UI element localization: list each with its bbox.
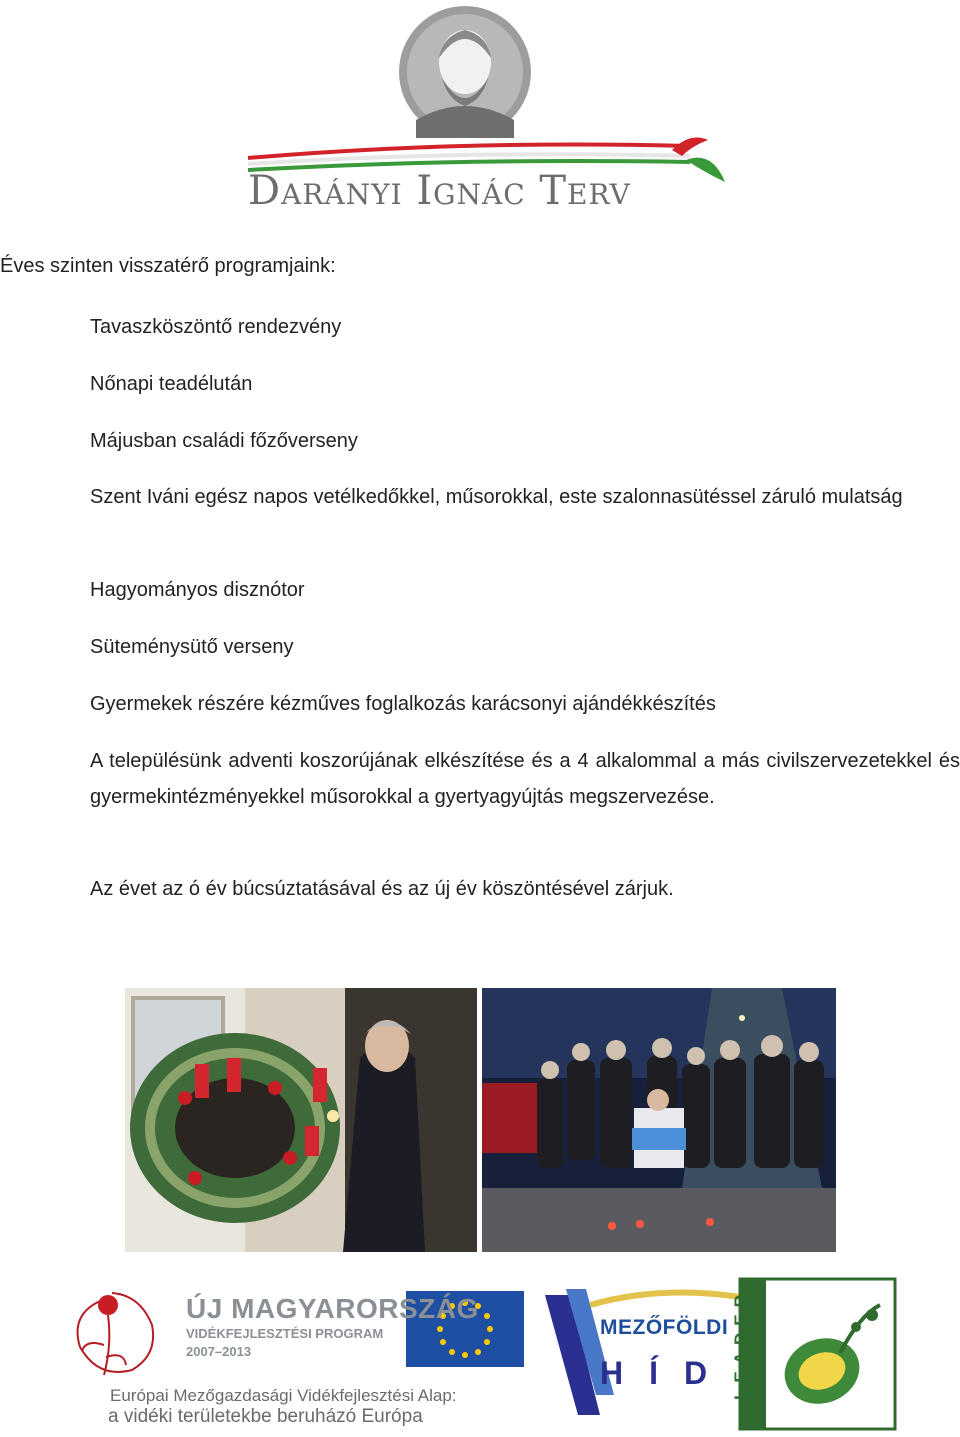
leader-label: LEADER [731,1288,750,1400]
leader-icon [740,1279,895,1429]
program-item: Nőnapi teadélután [90,373,253,395]
logo-title: Darányi Ignác Terv [248,168,631,214]
advent-wreath-photo [125,988,477,1252]
umvp-rose-icon [78,1293,154,1375]
program-item: A településünk adventi koszorújának elkészítése és a 4 alkalommal a más civilszervezetekkel és gyermekintézményekkel műsorokkal a gyertyagyújtás megszervezése. [90,750,960,808]
eafrd-line-2: a vidéki területekbe beruházó Európa [108,1406,423,1427]
umvp-title: ÚJ MAGYARORSZÁG [186,1293,479,1324]
program-item: Tavaszköszöntő rendezvény [90,316,342,338]
program-item: Az évet az ó év búcsúztatásával és az új év köszöntésével zárjuk. [90,878,674,900]
umvp-subtitle: VIDÉKFEJLESZTÉSI PROGRAM [186,1326,384,1341]
program-item: Hagyományos disznótor [90,579,305,601]
intro-heading: Éves szinten visszatérő programjaink: [0,255,336,277]
program-item: Szent Iváni egész napos vetélkedőkkel, műsorokkal, este szalonnasütéssel záruló mulatság [90,486,903,508]
umvp-years: 2007–2013 [186,1344,252,1359]
eafrd-line-1: Európai Mezőgazdasági Vidékfejlesztési Alap: [110,1386,457,1405]
program-item: Gyermekek részére kézműves foglalkozás karácsonyi ajándékkészítés [90,693,716,715]
program-item: Májusban családi főzőverseny [90,430,358,452]
candle-lighting-photo [482,988,836,1252]
program-item: Süteménysütő verseny [90,636,294,658]
mezofoldi-hid-icon [545,1289,740,1415]
hid-name: MEZŐFÖLDI [600,1316,729,1339]
hid-letters: HÍD [600,1355,734,1391]
